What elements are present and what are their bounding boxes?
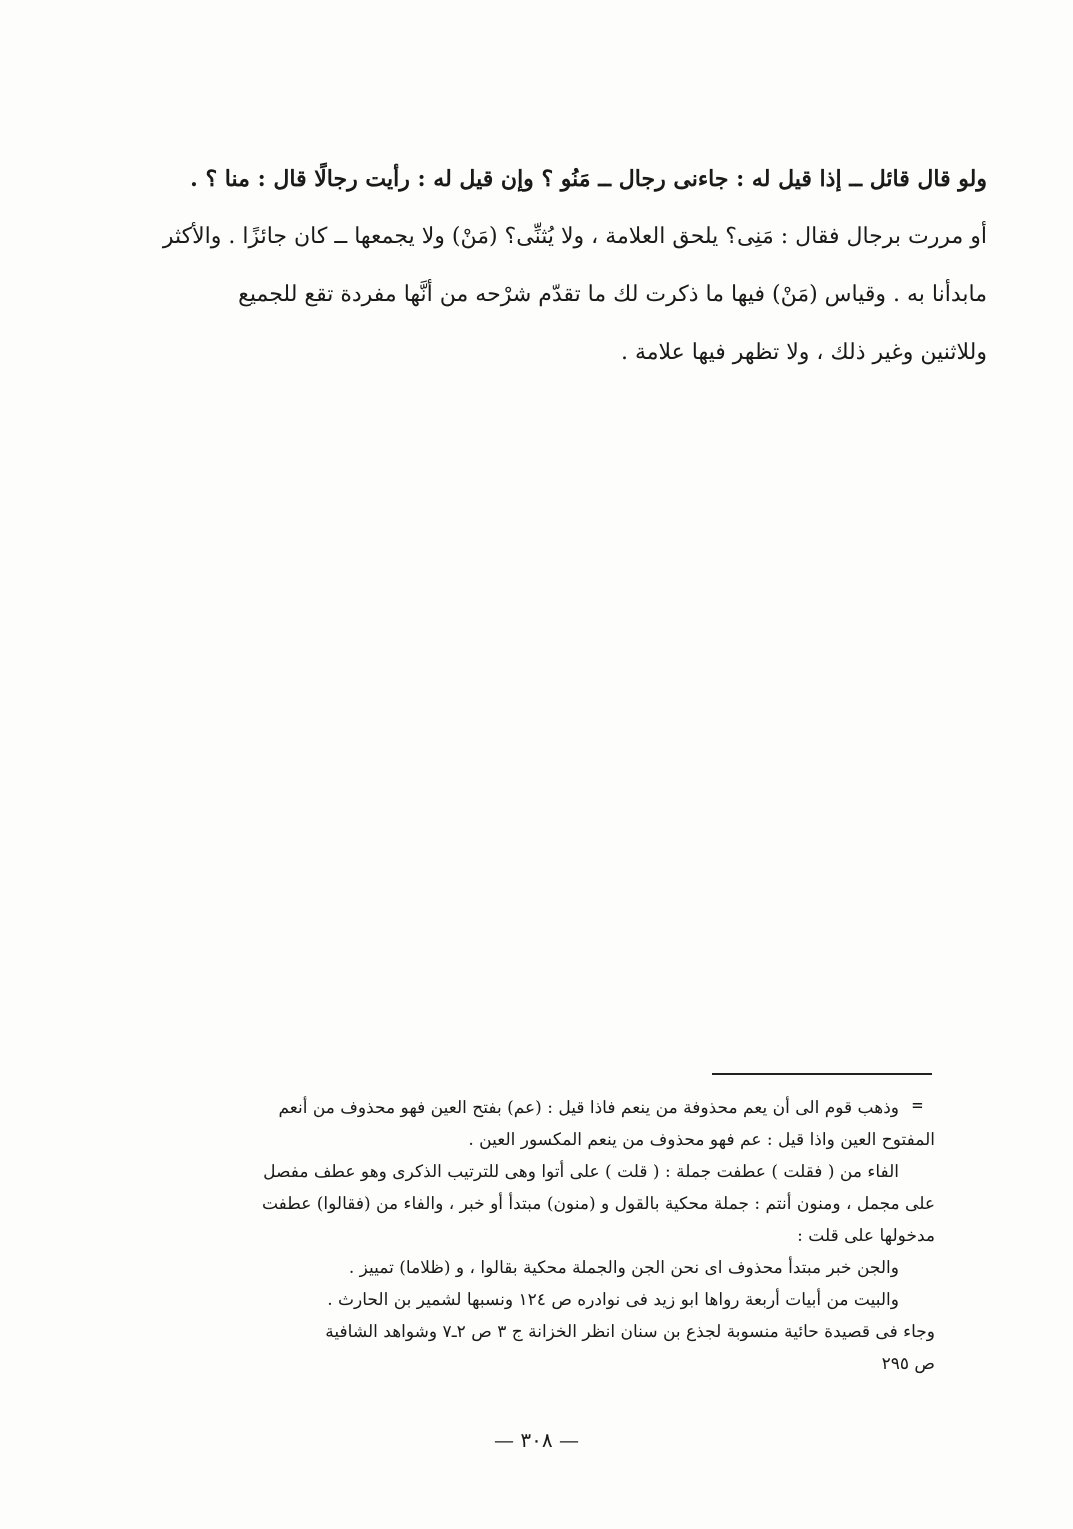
main-text-line: أو مررت برجال فقال : مَنِى؟ يلحق العلامة ، ولا يُثنِّى؟ (مَنْ) ولا يجمعها ــ كان جائزًا . والأكثر bbox=[162, 224, 987, 249]
footnote-line: وذهب قوم الى أن يعم محذوفة من ينعم فاذا قيل : (عم) بفتح العين فهو محذوف من أنعم bbox=[278, 1098, 899, 1118]
footnote-line: الفاء من ( فقلت ) عطفت جملة : ( قلت ) على أتوا وهى للترتيب الذكرى وهو عطف مفصل bbox=[263, 1162, 899, 1182]
footnote-line: المفتوح العين واذا قيل : عم فهو محذوف من ينعم المكسور العين . bbox=[468, 1130, 935, 1150]
main-text-line: ولو قال قائل ــ إذا قيل له : جاءنى رجال ــ مَنُو ؟ وإن قيل له : رأيت رجالًا قال : منا ؟ . bbox=[190, 166, 987, 192]
footnotes-block bbox=[86, 1092, 935, 1380]
footnote-separator bbox=[712, 1073, 932, 1075]
main-text-block bbox=[86, 150, 987, 382]
page-number: — ٣٠٨ — bbox=[494, 1428, 579, 1452]
footnote-line: والبيت من أبيات أربعة رواها ابو زيد فى نوادره ص ١٢٤ ونسبها لشمير بن الحارث . bbox=[327, 1290, 899, 1310]
footnote-line: ص ٢٩٥ bbox=[881, 1354, 935, 1374]
main-text-line: وللاثنين وغير ذلك ، ولا تظهر فيها علامة . bbox=[620, 340, 987, 365]
footnote-line: وجاء فى قصيدة حائية منسوبة لجذع بن سنان انظر الخزانة ج ٣ ص ٢ـ٧ وشواهد الشافية bbox=[325, 1322, 935, 1342]
footnote-line: على مجمل ، ومنون أنتم : جملة محكية بالقول و (منون) مبتدأ أو خبر ، والفاء من (فقالوا) عطفت bbox=[261, 1194, 935, 1214]
main-text-line: مابدأنا به . وقياس (مَنْ) فيها ما ذكرت لك ما تقدّم شرْحه من أنَّها مفردة تقع للجميع bbox=[238, 282, 987, 307]
footnote-line: والجن خبر مبتدأ محذوف اى نحن الجن والجملة محكية بقالوا ، و (ظلاما) تمييز . bbox=[348, 1258, 899, 1278]
footnote-line: مدخولها على قلت : bbox=[797, 1226, 935, 1246]
footnote-continuation-marker: = bbox=[912, 1095, 923, 1116]
